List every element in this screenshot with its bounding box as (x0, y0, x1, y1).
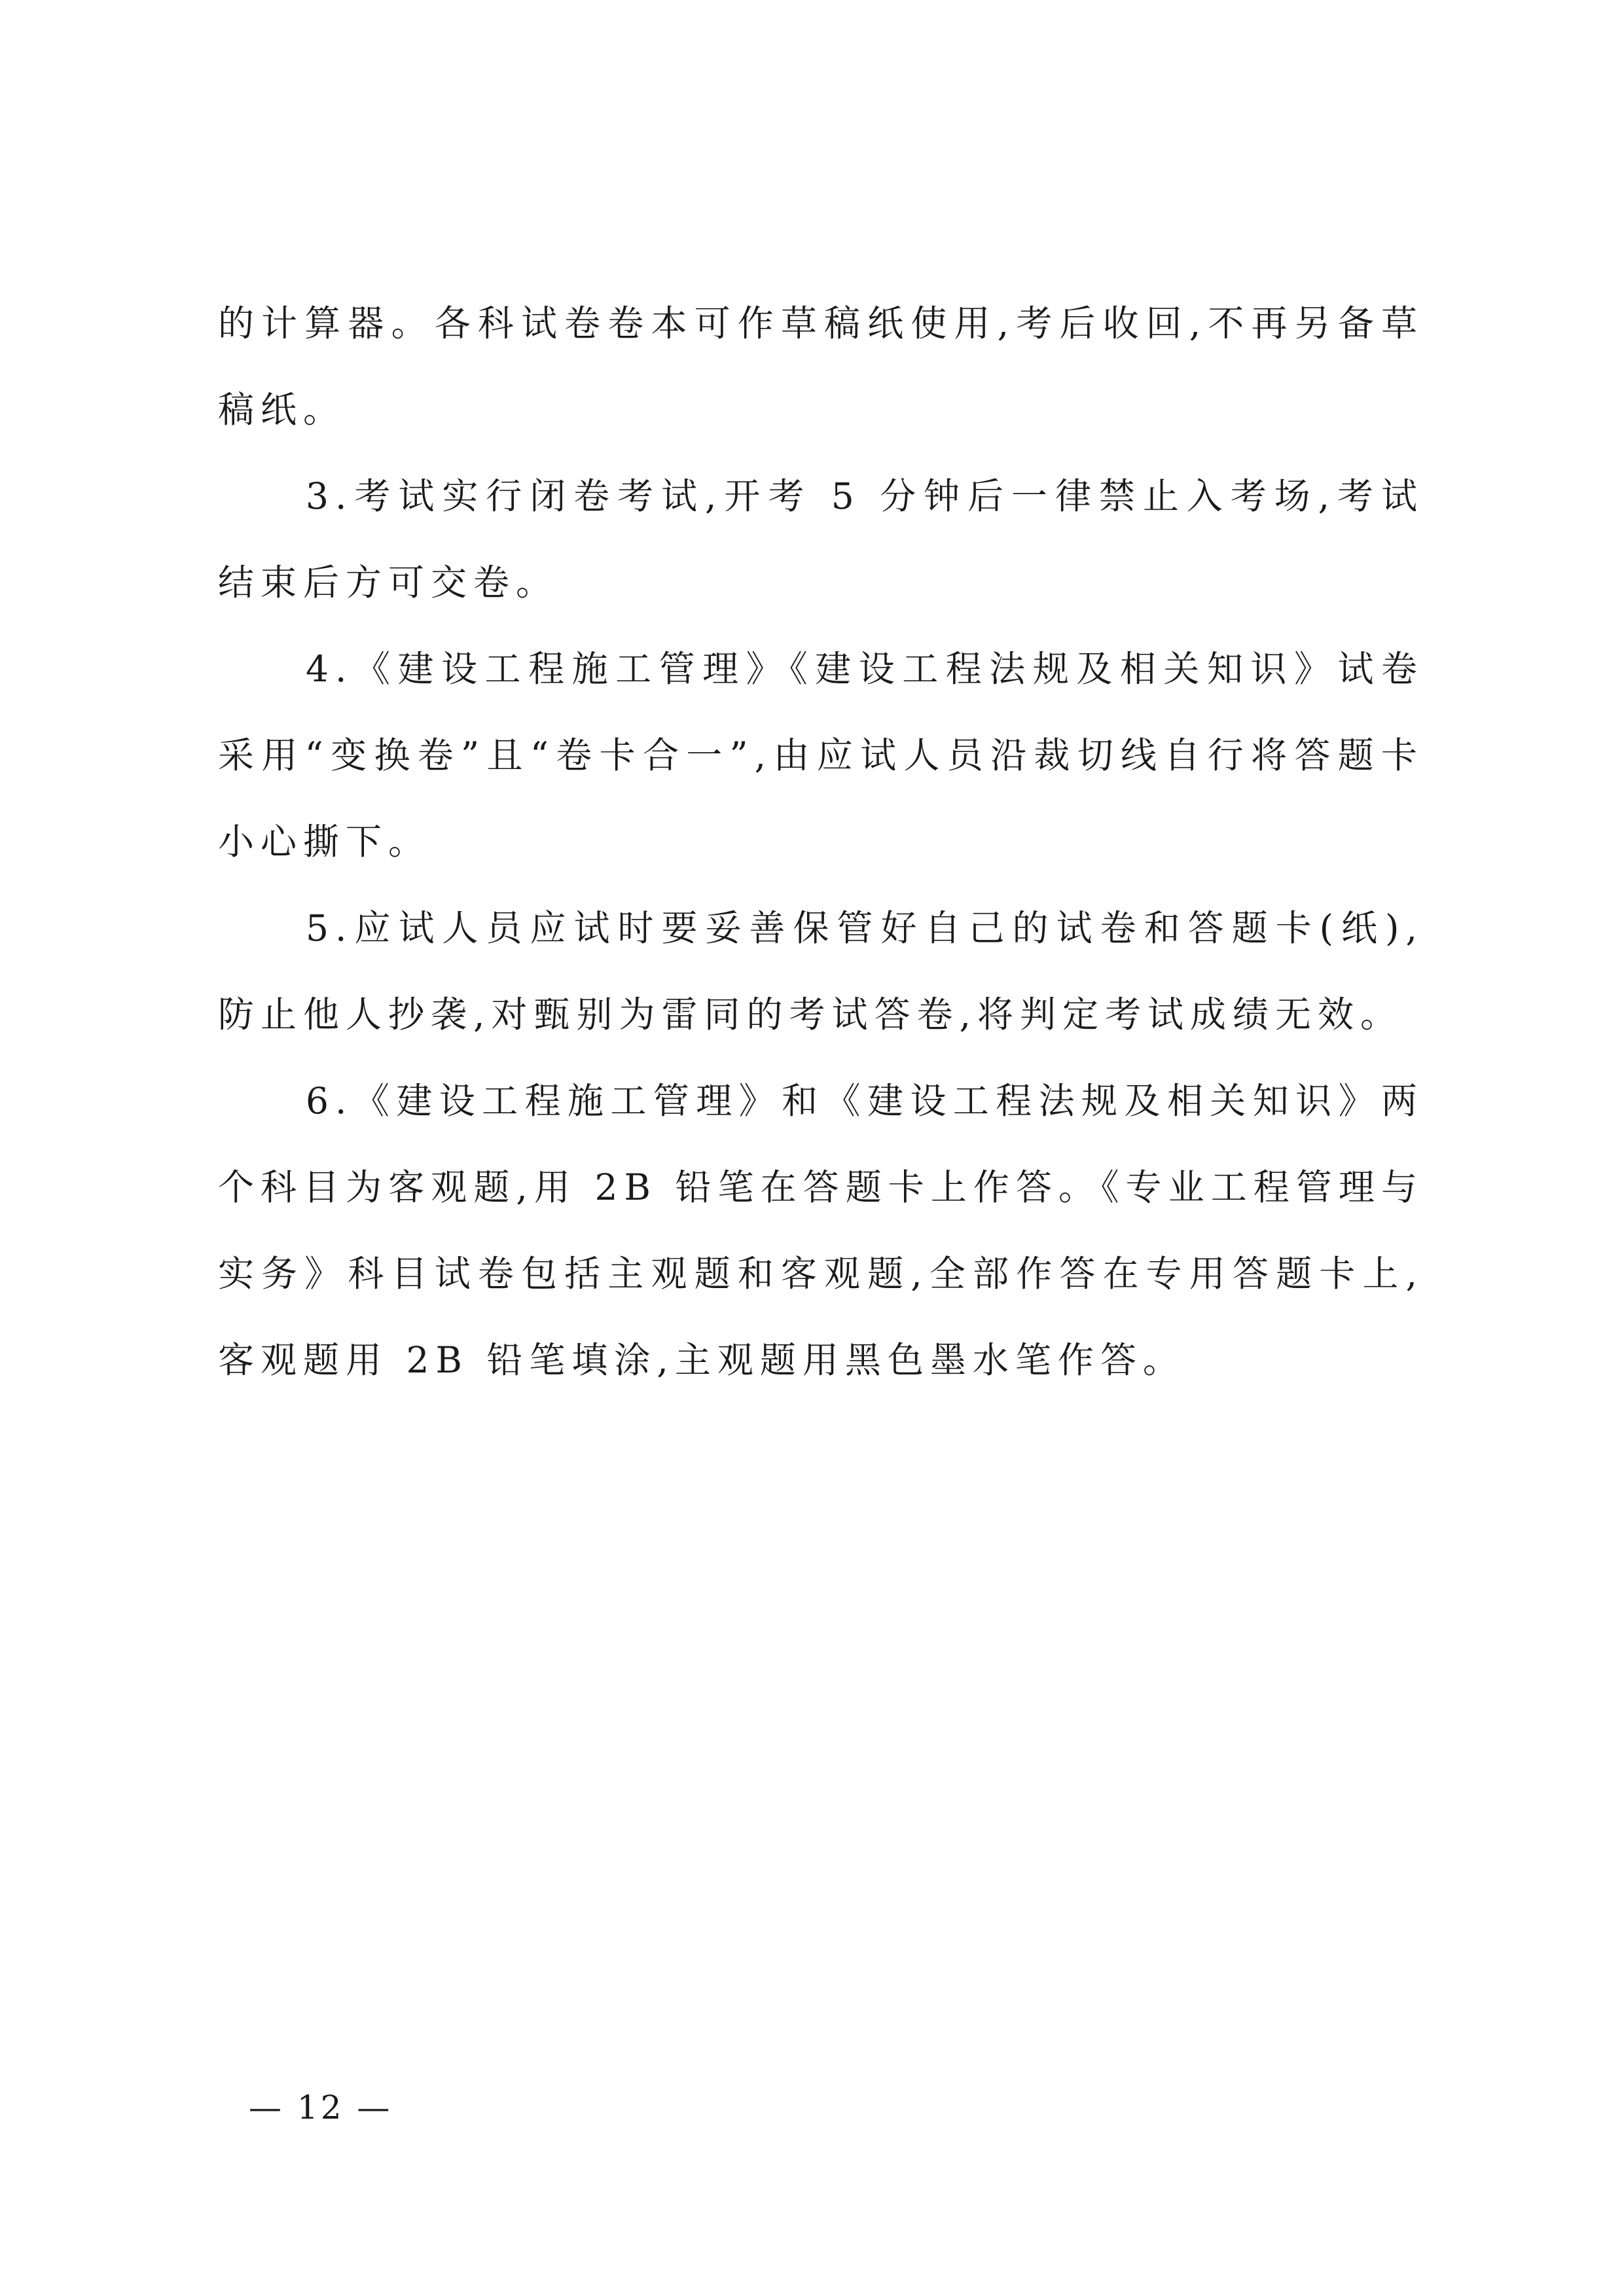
body-text (218, 280, 1424, 1403)
page-number: — 12 — (249, 2089, 393, 2126)
paragraph-item-3: 3.考试实行闭卷考试,开考 5 分钟后一律禁止入考场,考试结束后方可交卷。 (218, 475, 1424, 603)
paragraph-item-6: 6.《建设工程施工管理》和《建设工程法规及相关知识》两个科目为客观题,用 2B 铅笔在答题卡上作答。《专业工程管理与实务》科目试卷包括主观题和客观题,全部作答在专用答题卡上,客观题用 2B 铅笔填涂,主观题用黑色墨水笔作答。 (218, 1080, 1424, 1381)
paragraph-item-5: 5.应试人员应试时要妥善保管好自己的试卷和答题卡(纸),防止他人抄袭,对甄别为雷同的考试答卷,将判定考试成绩无效。 (218, 907, 1424, 1035)
paragraph-item-4: 4.《建设工程施工管理》《建设工程法规及相关知识》试卷采用“变换卷”且“卷卡合一”,由应试人员沿裁切线自行将答题卡小心撕下。 (218, 648, 1424, 863)
paragraph-calculator-scratch-paper: 的计算器。各科试卷卷本可作草稿纸使用,考后收回,不再另备草稿纸。 (218, 302, 1424, 431)
